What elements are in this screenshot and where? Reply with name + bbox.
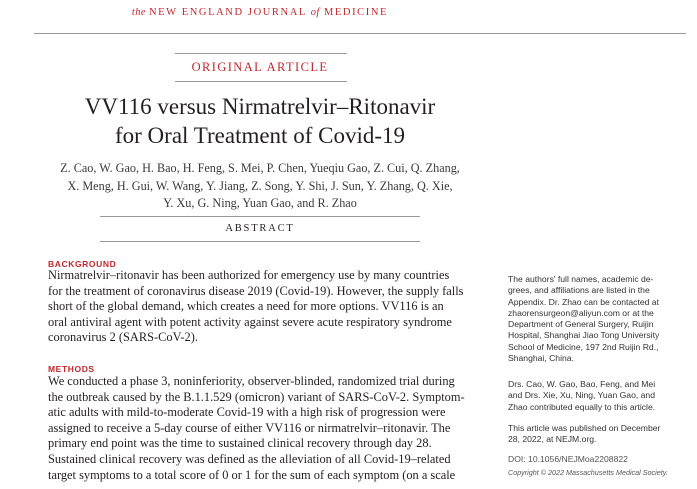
note-line: zhaorensurgeon@aliyun.com or at the	[508, 307, 654, 318]
journal-name-part2: MEDICINE	[319, 7, 389, 18]
background-text	[48, 268, 497, 346]
article-type-rule-top	[175, 53, 347, 54]
methods-heading: METHODS	[48, 364, 95, 374]
doi: DOI: 10.1056/NEJMoa2208822	[508, 454, 628, 464]
note-line: Department of General Surgery, Ruijin	[508, 319, 654, 330]
note-line: and Drs. Xie, Xu, Ning, Yuan Gao, and	[508, 390, 655, 401]
text-line: Nirmatrelvir–ritonavir has been authorized for emergency use by many countries	[48, 268, 450, 282]
text-line: for the treatment of coronavirus disease 2019 (Covid-19). However, the supply falls	[48, 283, 464, 298]
text-line: short of the global demand, which creates a need for more options. VV116 is an	[48, 299, 444, 314]
text-line: coronavirus 2 (SARS-CoV-2).	[48, 330, 198, 345]
journal-prefix: the	[131, 7, 149, 18]
text-line: assigned to receive a 5-day course of either VV116 or nirmatrelvir–ritonavir. The	[48, 420, 451, 435]
publication-note	[508, 423, 684, 446]
author-affiliation-note	[508, 274, 684, 364]
abstract-rule-top	[100, 216, 420, 217]
note-line: Drs. Cao, W. Gao, Bao, Feng, and Mei	[508, 379, 656, 389]
note-line: 28, 2022, at NEJM.org.	[508, 434, 597, 445]
note-line: Appendix. Dr. Zhao can be contacted at	[508, 296, 659, 307]
article-title	[0, 92, 520, 150]
copyright-notice: Copyright © 2022 Massachusetts Medical Society.	[508, 468, 668, 477]
abstract-heading: ABSTRACT	[225, 223, 295, 234]
article-type: ORIGINAL ARTICLE	[191, 60, 329, 74]
text-line: target symptoms to a total score of 0 or 1 for the sum of each symptom (on a scale	[48, 467, 456, 482]
text-line: atic adults with mild-to-moderate Covid-19 with a high risk of progression were	[48, 405, 446, 420]
note-line: The authors' full names, academic de-	[508, 274, 654, 284]
note-line: This article was published on December	[508, 423, 661, 433]
note-line: Zhao contributed equally to this article.	[508, 401, 656, 412]
header-rule	[34, 33, 686, 34]
note-line: Hospital, Shanghai Jiao Tong University	[508, 330, 660, 341]
journal-name-part1: NEW ENGLAND JOURNAL	[148, 7, 311, 18]
author-list	[36, 160, 484, 213]
author-line: Z. Cao, W. Gao, H. Bao, H. Feng, S. Mei, P. Chen, Yueqiu Gao, Z. Cui, Q. Zhang,	[60, 161, 460, 175]
equal-contribution-note	[508, 379, 684, 413]
text-line: We conducted a phase 3, noninferiority, observer-blinded, randomized trial during	[48, 374, 455, 388]
note-line: grees, and affiliations are listed in the	[508, 285, 650, 296]
methods-text	[48, 374, 497, 483]
journal-masthead	[0, 7, 520, 18]
abstract-rule-bottom	[100, 241, 420, 242]
text-line: oral antiviral agent with potent activity against severe acute respiratory syndrome	[48, 314, 452, 329]
article-type-rule-bottom	[175, 81, 347, 82]
note-line: Shanghai, China.	[508, 353, 574, 364]
title-line-1: VV116 versus Nirmatrelvir–Ritonavir	[84, 94, 436, 119]
note-line: School of Medicine, 197 2nd Ruijin Rd.,	[508, 341, 659, 352]
text-line: primary end point was the time to sustained clinical recovery through day 28.	[48, 436, 432, 451]
title-line-2: for Oral Treatment of Covid-19	[114, 123, 405, 148]
text-line: the outbreak caused by the B.1.1.529 (omicron) variant of SARS-CoV-2. Symptom-	[48, 389, 465, 404]
author-line: Y. Xu, G. Ning, Yuan Gao, and R. Zhao	[163, 196, 357, 210]
background-heading: BACKGROUND	[48, 259, 117, 269]
author-line: X. Meng, H. Gui, W. Wang, Y. Jiang, Z. Song, Y. Shi, J. Sun, Y. Zhang, Q. Xie,	[67, 178, 453, 193]
text-line: Sustained clinical recovery was defined as the alleviation of all Covid-19–related	[48, 451, 451, 466]
journal-of: of	[310, 7, 320, 18]
